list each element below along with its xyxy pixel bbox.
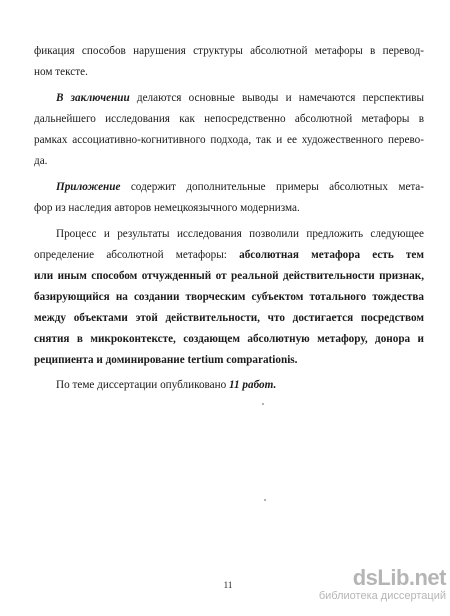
section-lead-appendix: Приложение bbox=[56, 181, 121, 193]
scan-speck bbox=[262, 403, 264, 405]
definition-line: реципиента и доминирование tertium comparationis. bbox=[34, 354, 298, 366]
text-run: По теме диссертации опубликовано bbox=[56, 379, 230, 391]
paragraph-line bbox=[56, 181, 424, 194]
paragraph-line: рамках ассоциативно-когнитивного подхода, так и ее художественного перево- bbox=[34, 134, 424, 146]
section-lead-conclusion: В заключении bbox=[56, 92, 130, 104]
paragraph-line: фор из наследия авторов немецкоязычного модернизма. bbox=[34, 202, 300, 214]
paragraph-line: ном тексте. bbox=[34, 66, 88, 78]
text-run: определение абсолютной метафоры: bbox=[34, 249, 240, 261]
definition-line: между объектами этой действительности, что достигается посредством bbox=[34, 312, 424, 324]
watermark-logo: dsLib.net bbox=[352, 565, 446, 590]
text-run: содержит дополнительные примеры абсолютных метa- bbox=[120, 181, 424, 193]
paragraph-line: фикация способов нарушения структуры абсолютной метафоры в перевод- bbox=[34, 45, 424, 57]
paragraph-line: Процесс и результаты исследования позволили предложить следующее bbox=[56, 228, 424, 240]
paragraph-line bbox=[34, 249, 424, 262]
definition-line: базирующийся на создании творческим субъектом тотального тождества bbox=[34, 291, 424, 303]
paragraph-line: дальнейшего исследования как непосредственно абсолютной метафоры в bbox=[34, 113, 424, 125]
paragraph-line: да. bbox=[34, 155, 48, 167]
definition-line: или иным способом отчужденный от реальной действительности признак, bbox=[34, 270, 424, 282]
watermark-subtitle: библиотека диссертаций bbox=[318, 590, 446, 602]
paragraph-line bbox=[56, 92, 424, 105]
watermark bbox=[312, 566, 446, 603]
definition-line: снятия в микроконтексте, создающем абсолютную метафору, донора и bbox=[34, 333, 424, 345]
text-run: делаются основные выводы и намечаются перспективы bbox=[129, 92, 424, 104]
publication-count: 11 работ. bbox=[229, 379, 277, 391]
page-number: 11 bbox=[223, 580, 233, 590]
definition-text: абсолютная метафора есть тем bbox=[239, 249, 425, 261]
paragraph-line bbox=[56, 379, 424, 392]
scan-speck bbox=[264, 499, 266, 501]
